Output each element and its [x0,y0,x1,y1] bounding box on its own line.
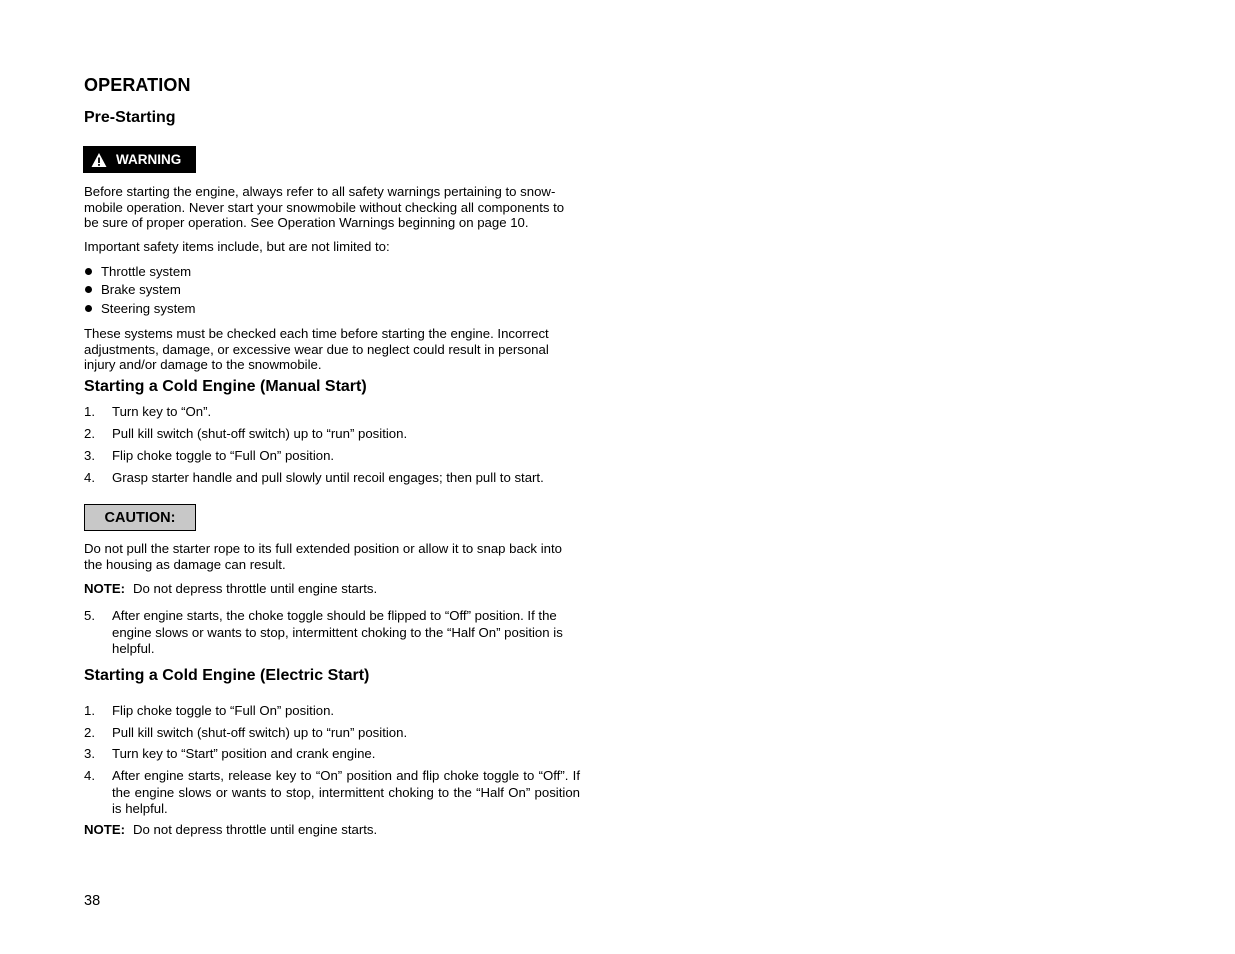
step-text: Flip choke toggle to “Full On” position. [112,703,335,718]
warning-text: Before starting the engine, always refer to all safety warnings pertaining to snow-mobile operation. Never start your snowmobile without checking all components to be sure of proper operation. See Operation Warnings beginning on page 10. [84,184,565,231]
step-item [84,725,580,742]
bullet-icon [85,268,92,275]
step-text: Turn key to “Start” position and crank engine. [112,746,376,761]
list-item [84,264,191,279]
bullet-icon [85,286,92,293]
bullet-icon [85,305,92,312]
step-item [84,404,580,421]
step-text: Grasp starter handle and pull slowly until recoil engages; then pull to start. [112,470,544,485]
note [84,581,377,596]
systems-paragraph: These systems must be checked each time before starting the engine. Incorrect adjustments, damage, or excessive wear due to neglect could result in personal injury and/or damage to the snowmobile. [84,326,549,373]
list-item-text: Steering system [101,301,196,316]
list-item [84,282,181,297]
step-text: Flip choke toggle to “Full On” position. [112,448,335,463]
step-text: Pull kill switch (shut-off switch) up to “run” position. [112,725,408,740]
step-text: After engine starts, the choke toggle should be flipped to “Off” position. If the engine slows or wants to stop, intermittent choking to the “Half On” position is helpful. [112,608,563,656]
step-number: 1. [84,404,95,419]
step-number: 2. [84,725,95,740]
warning-label: WARNING [116,152,182,167]
warning-triangle-icon [91,152,107,168]
step-item [84,608,580,658]
caution-label-box [84,504,196,531]
step-item [84,448,580,465]
step-item [84,426,580,443]
step-number: 4. [84,470,95,485]
caution-text: Do not pull the starter rope to its full extended position or allow it to snap back into the housing as damage can result. [84,541,562,572]
manual-start-heading: Starting a Cold Engine (Manual Start) [84,378,367,395]
step-text: Turn key to “On”. [112,404,212,419]
note-label: NOTE: [84,581,126,596]
step-number: 1. [84,703,95,718]
note [84,822,377,837]
step-number: 5. [84,608,95,623]
page-number: 38 [84,893,101,909]
step-number: 3. [84,448,95,463]
step-text: After engine starts, release key to “On” position and flip choke toggle to “Off”. If the engine slows or wants to stop, intermittent choking to the “Half On” position is helpful. [112,768,580,816]
safety-intro: Important safety items include, but are not limited to: [84,239,390,254]
note-text: Do not depress throttle until engine starts. [133,581,378,596]
step-text: Pull kill switch (shut-off switch) up to “run” position. [112,426,408,441]
caution-label: CAUTION: [104,509,176,526]
step-item [84,746,580,763]
step-item [84,768,580,818]
section-title: OPERATION [84,75,191,95]
step-number: 2. [84,426,95,441]
note-label: NOTE: [84,822,126,837]
list-item-text: Brake system [101,282,181,297]
step-item [84,470,580,487]
step-number: 3. [84,746,95,761]
list-item-text: Throttle system [101,264,192,279]
warning-label-box [83,146,196,173]
note-text: Do not depress throttle until engine starts. [133,822,378,837]
step-number: 4. [84,768,95,783]
list-item [84,301,196,316]
subsection-title-prestarting: Pre-Starting [84,109,176,126]
step-item [84,703,580,720]
electric-start-heading: Starting a Cold Engine (Electric Start) [84,667,370,684]
